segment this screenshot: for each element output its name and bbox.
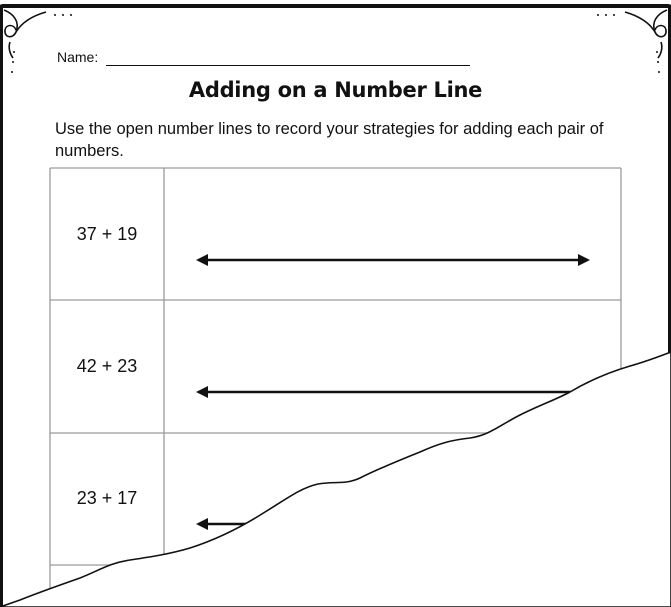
problem-expression: 37 + 19 xyxy=(76,224,138,244)
problem-expression: 23 + 17 xyxy=(76,488,138,508)
problem-expression: 42 + 23 xyxy=(76,356,138,376)
instructions-text: Use the open number lines to record your strategies for adding each pair of numbers. xyxy=(55,120,604,160)
name-label: Name: xyxy=(57,49,99,65)
worksheet-title: Adding on a Number Line xyxy=(188,78,483,102)
